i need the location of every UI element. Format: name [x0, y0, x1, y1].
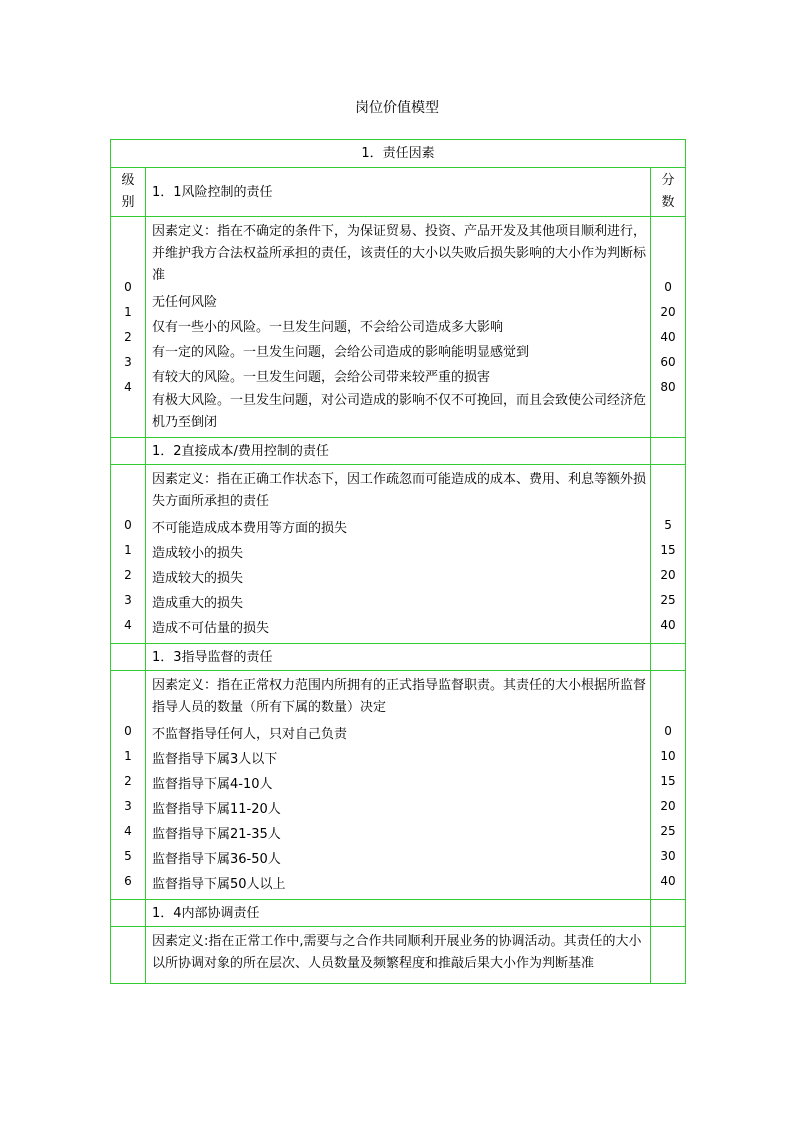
level-value: 4: [124, 823, 132, 838]
level-value: 2: [124, 773, 132, 788]
score-list: [651, 217, 686, 438]
factor-body-row: [111, 465, 686, 644]
score-value: 5: [664, 517, 672, 532]
option-text: 监督指导下属11-20人: [152, 802, 281, 817]
score-value: 20: [660, 567, 676, 582]
option-text: 监督指导下属36-50人: [152, 852, 281, 867]
factor-title: 1．2直接成本/费用控制的责任: [146, 438, 651, 465]
level-list: [111, 217, 146, 438]
level-value: 0: [124, 723, 132, 738]
score-value: 0: [664, 279, 672, 294]
option-text: 有极大风险。一旦发生问题，对公司造成的影响不仅不可挽回，而且会致使公司经济危机乃至倒闭: [152, 393, 647, 430]
factor-body-row: [111, 671, 686, 900]
score-value: 40: [660, 329, 676, 344]
score-value: 40: [660, 873, 676, 888]
score-list: [651, 465, 686, 644]
option-text: 不监督指导任何人，只对自己负责: [152, 727, 348, 742]
level-value: 2: [124, 567, 132, 582]
option-text: 监督指导下属50人以上: [152, 877, 286, 892]
option-text: 造成不可估量的损失: [152, 621, 270, 636]
factor-title: 1．1风险控制的责任: [146, 168, 651, 217]
score-header: 分 数: [651, 168, 686, 217]
level-list: [111, 671, 146, 900]
score-value: 30: [660, 848, 676, 863]
factor-definition: 因素定义：指在正确工作状态下，因工作疏忽而可能造成的成本、费用、利息等额外损失方面所承担的责任: [152, 472, 647, 509]
level-value: 4: [124, 617, 132, 632]
level-value: 3: [124, 798, 132, 813]
score-value: 60: [660, 354, 676, 369]
score-value: 25: [660, 823, 676, 838]
section-header-row: [111, 140, 686, 168]
option-text: 仅有一些小的风险。一旦发生问题，不会给公司造成多大影响: [152, 320, 504, 335]
level-value: 2: [124, 329, 132, 344]
factor-definition: 因素定义：指在不确定的条件下，为保证贸易、投资、产品开发及其他项目顺利进行，并维护我方合法权益所承担的责任，该责任的大小以失败后损失影响的大小作为判断标准: [152, 224, 647, 283]
score-value: 20: [660, 798, 676, 813]
option-text: 无任何风险: [152, 295, 218, 310]
level-value: 5: [124, 848, 132, 863]
level-header: 级 别: [111, 168, 146, 217]
level-value: 0: [124, 279, 132, 294]
option-text: 监督指导下属21-35人: [152, 827, 281, 842]
level-value: 1: [124, 748, 132, 763]
factor-definition: 因素定义：指在正常权力范围内所拥有的正式指导监督职责。其责任的大小根据所监督指导人员的数量（所有下属的数量）决定: [152, 678, 647, 715]
score-value: 0: [664, 723, 672, 738]
column-header-row: [111, 168, 686, 217]
factor-title-row: [111, 900, 686, 927]
level-value: 3: [124, 354, 132, 369]
level-value: 1: [124, 304, 132, 319]
option-text: 有较大的风险。一旦发生问题，会给公司带来较严重的损害: [152, 370, 491, 385]
option-text: 监督指导下属3人以下: [152, 752, 278, 767]
level-value: 3: [124, 592, 132, 607]
factor-title: 1．4内部协调责任: [146, 900, 651, 927]
factor-content: [146, 927, 651, 984]
level-list: [111, 465, 146, 644]
score-value: 10: [660, 748, 676, 763]
option-text: 监督指导下属4-10人: [152, 777, 273, 792]
value-model-table: [110, 139, 686, 984]
factor-title-row: [111, 644, 686, 671]
factor-title-row: [111, 438, 686, 465]
score-value: 15: [660, 542, 676, 557]
factor-content: [146, 465, 651, 644]
option-text: 造成较大的损失: [152, 571, 244, 586]
score-list: [651, 671, 686, 900]
option-text: 造成重大的损失: [152, 596, 244, 611]
level-value: 1: [124, 542, 132, 557]
option-text: 造成较小的损失: [152, 546, 244, 561]
option-text: 有一定的风险。一旦发生问题，会给公司造成的影响能明显感觉到: [152, 345, 530, 360]
factor-body-row: [111, 927, 686, 984]
score-value: 80: [660, 379, 676, 394]
factor-body-row: [111, 217, 686, 438]
option-text: 不可能造成成本费用等方面的损失: [152, 521, 348, 536]
score-value: 25: [660, 592, 676, 607]
level-value: 4: [124, 379, 132, 394]
score-value: 15: [660, 773, 676, 788]
score-value: 20: [660, 304, 676, 319]
factor-content: [146, 671, 651, 900]
factor-title: 1．3指导监督的责任: [146, 644, 651, 671]
level-value: 6: [124, 873, 132, 888]
page-title: 岗位价值模型: [355, 100, 439, 116]
factor-definition: 因素定义:指在正常工作中,需要与之合作共同顺利开展业务的协调活动。其责任的大小以所协调对象的所在层次、人员数量及频繁程度和推敲后果大小作为判断基准: [152, 934, 642, 971]
level-value: 0: [124, 517, 132, 532]
factor-content: [146, 217, 651, 438]
score-value: 40: [660, 617, 676, 632]
section-title: 1．责任因素: [111, 140, 686, 168]
